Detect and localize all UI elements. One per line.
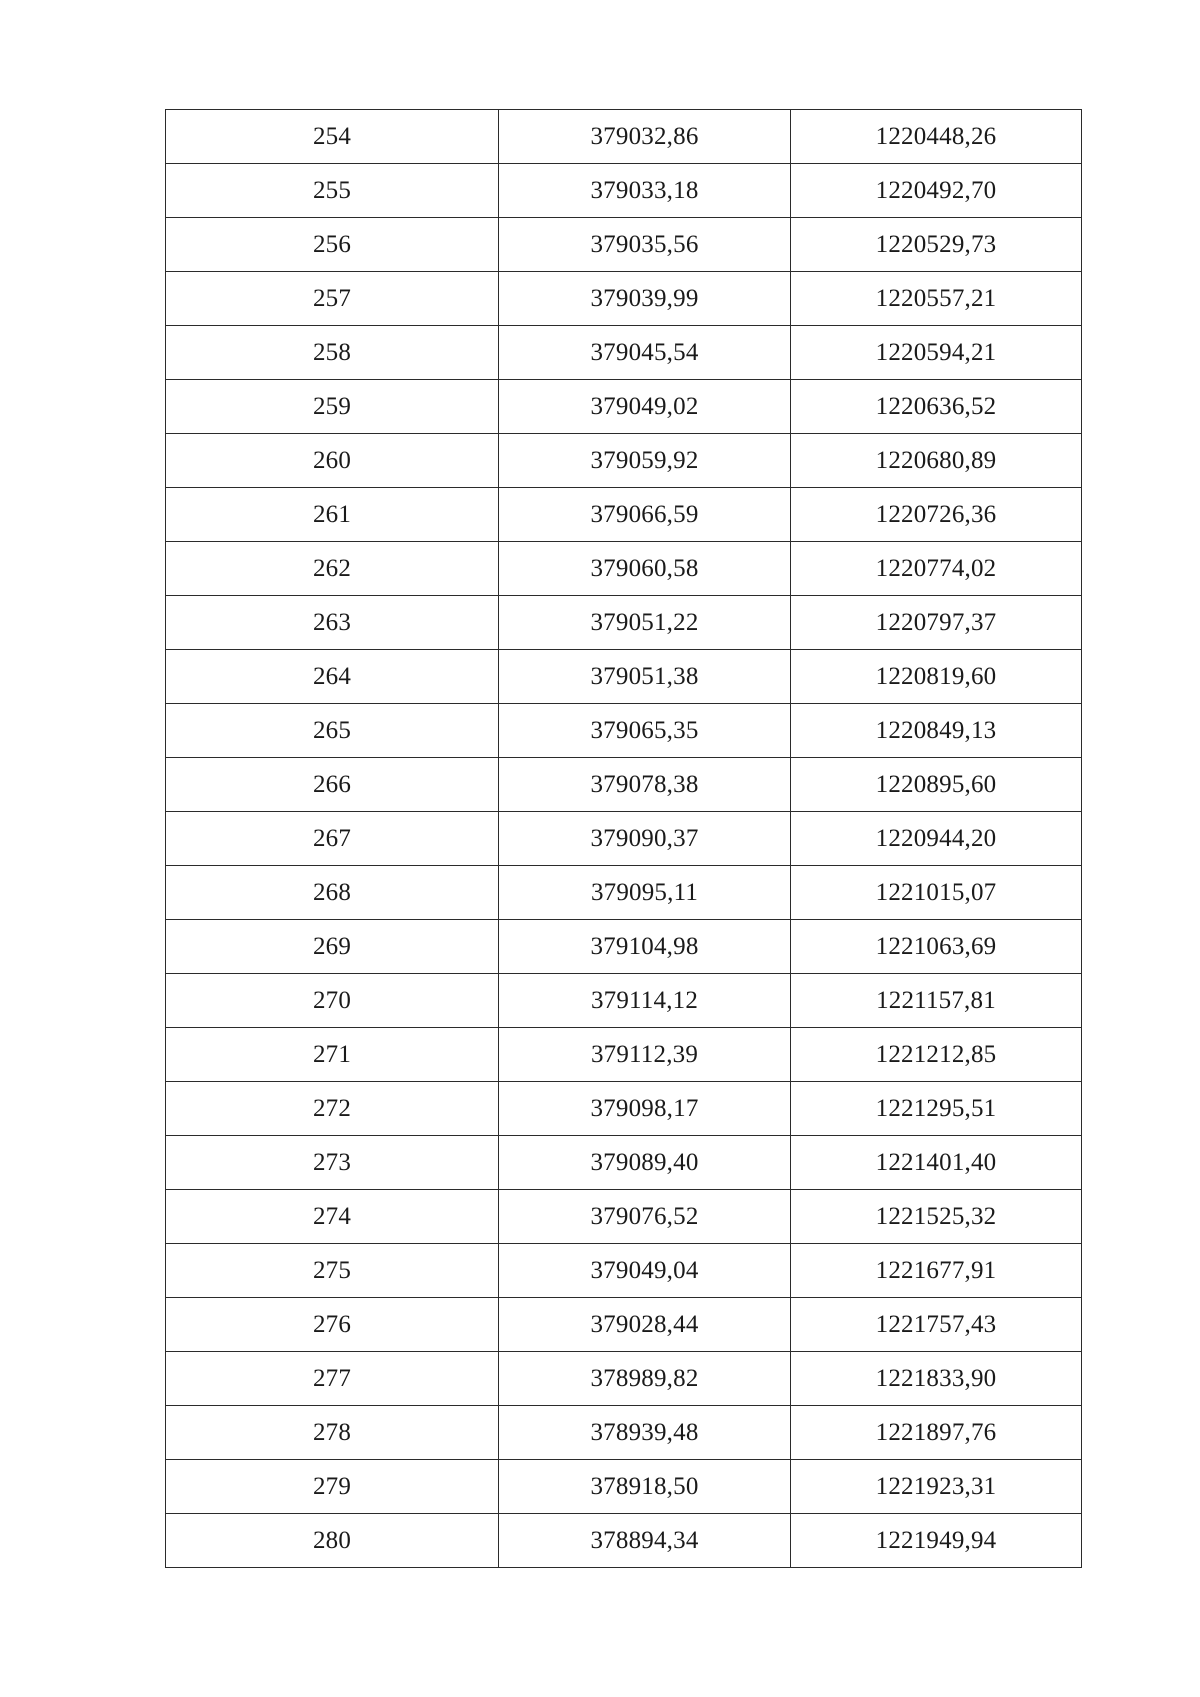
- point-number-cell: 260: [166, 434, 499, 488]
- y-coordinate-cell: 1220557,21: [791, 272, 1082, 326]
- y-coordinate-cell: 1220636,52: [791, 380, 1082, 434]
- x-coordinate-cell: 378894,34: [499, 1514, 791, 1568]
- y-coordinate-cell: 1221157,81: [791, 974, 1082, 1028]
- x-coordinate-cell: 379032,86: [499, 110, 791, 164]
- table-row: [166, 704, 1082, 758]
- y-coordinate-cell: 1220774,02: [791, 542, 1082, 596]
- point-number-cell: 268: [166, 866, 499, 920]
- y-coordinate-cell: 1221295,51: [791, 1082, 1082, 1136]
- y-coordinate-cell: 1221677,91: [791, 1244, 1082, 1298]
- y-coordinate-cell: 1220594,21: [791, 326, 1082, 380]
- point-number-cell: 278: [166, 1406, 499, 1460]
- point-number-cell: 259: [166, 380, 499, 434]
- point-number-cell: 273: [166, 1136, 499, 1190]
- x-coordinate-cell: 379051,22: [499, 596, 791, 650]
- table-row: [166, 1082, 1082, 1136]
- y-coordinate-cell: 1220726,36: [791, 488, 1082, 542]
- x-coordinate-cell: 379035,56: [499, 218, 791, 272]
- y-coordinate-cell: 1221015,07: [791, 866, 1082, 920]
- x-coordinate-cell: 379076,52: [499, 1190, 791, 1244]
- point-number-cell: 271: [166, 1028, 499, 1082]
- table-row: [166, 1352, 1082, 1406]
- point-number-cell: 256: [166, 218, 499, 272]
- x-coordinate-cell: 379112,39: [499, 1028, 791, 1082]
- y-coordinate-cell: 1220944,20: [791, 812, 1082, 866]
- point-number-cell: 276: [166, 1298, 499, 1352]
- table-row: [166, 164, 1082, 218]
- table-row: [166, 1460, 1082, 1514]
- point-number-cell: 269: [166, 920, 499, 974]
- table-row: [166, 974, 1082, 1028]
- point-number-cell: 275: [166, 1244, 499, 1298]
- coordinates-table-body: [166, 110, 1082, 1568]
- y-coordinate-cell: 1220492,70: [791, 164, 1082, 218]
- point-number-cell: 254: [166, 110, 499, 164]
- table-row: [166, 866, 1082, 920]
- point-number-cell: 270: [166, 974, 499, 1028]
- y-coordinate-cell: 1220529,73: [791, 218, 1082, 272]
- x-coordinate-cell: 379033,18: [499, 164, 791, 218]
- x-coordinate-cell: 378939,48: [499, 1406, 791, 1460]
- y-coordinate-cell: 1221401,40: [791, 1136, 1082, 1190]
- y-coordinate-cell: 1221757,43: [791, 1298, 1082, 1352]
- x-coordinate-cell: 379098,17: [499, 1082, 791, 1136]
- x-coordinate-cell: 379104,98: [499, 920, 791, 974]
- y-coordinate-cell: 1221063,69: [791, 920, 1082, 974]
- table-row: [166, 758, 1082, 812]
- table-row: [166, 1514, 1082, 1568]
- point-number-cell: 261: [166, 488, 499, 542]
- x-coordinate-cell: 379066,59: [499, 488, 791, 542]
- point-number-cell: 257: [166, 272, 499, 326]
- point-number-cell: 267: [166, 812, 499, 866]
- y-coordinate-cell: 1220895,60: [791, 758, 1082, 812]
- coordinates-table: [165, 109, 1082, 1568]
- point-number-cell: 265: [166, 704, 499, 758]
- table-row: [166, 1136, 1082, 1190]
- point-number-cell: 266: [166, 758, 499, 812]
- y-coordinate-cell: 1221833,90: [791, 1352, 1082, 1406]
- table-row: [166, 1190, 1082, 1244]
- x-coordinate-cell: 379065,35: [499, 704, 791, 758]
- table-row: [166, 1028, 1082, 1082]
- point-number-cell: 279: [166, 1460, 499, 1514]
- x-coordinate-cell: 378989,82: [499, 1352, 791, 1406]
- x-coordinate-cell: 379078,38: [499, 758, 791, 812]
- table-row: [166, 1406, 1082, 1460]
- y-coordinate-cell: 1221923,31: [791, 1460, 1082, 1514]
- x-coordinate-cell: 379090,37: [499, 812, 791, 866]
- x-coordinate-cell: 378918,50: [499, 1460, 791, 1514]
- table-row: [166, 1298, 1082, 1352]
- y-coordinate-cell: 1221525,32: [791, 1190, 1082, 1244]
- table-row: [166, 1244, 1082, 1298]
- x-coordinate-cell: 379051,38: [499, 650, 791, 704]
- table-row: [166, 920, 1082, 974]
- point-number-cell: 272: [166, 1082, 499, 1136]
- point-number-cell: 258: [166, 326, 499, 380]
- table-row: [166, 812, 1082, 866]
- point-number-cell: 277: [166, 1352, 499, 1406]
- x-coordinate-cell: 379059,92: [499, 434, 791, 488]
- x-coordinate-cell: 379049,04: [499, 1244, 791, 1298]
- table-row: [166, 326, 1082, 380]
- y-coordinate-cell: 1221212,85: [791, 1028, 1082, 1082]
- x-coordinate-cell: 379049,02: [499, 380, 791, 434]
- table-row: [166, 272, 1082, 326]
- y-coordinate-cell: 1220797,37: [791, 596, 1082, 650]
- table-row: [166, 434, 1082, 488]
- table-row: [166, 650, 1082, 704]
- table-row: [166, 488, 1082, 542]
- table-row: [166, 596, 1082, 650]
- point-number-cell: 263: [166, 596, 499, 650]
- table-row: [166, 218, 1082, 272]
- y-coordinate-cell: 1220849,13: [791, 704, 1082, 758]
- point-number-cell: 274: [166, 1190, 499, 1244]
- point-number-cell: 262: [166, 542, 499, 596]
- x-coordinate-cell: 379039,99: [499, 272, 791, 326]
- point-number-cell: 264: [166, 650, 499, 704]
- table-row: [166, 110, 1082, 164]
- point-number-cell: 280: [166, 1514, 499, 1568]
- point-number-cell: 255: [166, 164, 499, 218]
- y-coordinate-cell: 1220448,26: [791, 110, 1082, 164]
- y-coordinate-cell: 1221949,94: [791, 1514, 1082, 1568]
- x-coordinate-cell: 379060,58: [499, 542, 791, 596]
- y-coordinate-cell: 1220680,89: [791, 434, 1082, 488]
- x-coordinate-cell: 379028,44: [499, 1298, 791, 1352]
- y-coordinate-cell: 1220819,60: [791, 650, 1082, 704]
- x-coordinate-cell: 379045,54: [499, 326, 791, 380]
- table-row: [166, 380, 1082, 434]
- x-coordinate-cell: 379089,40: [499, 1136, 791, 1190]
- x-coordinate-cell: 379114,12: [499, 974, 791, 1028]
- y-coordinate-cell: 1221897,76: [791, 1406, 1082, 1460]
- x-coordinate-cell: 379095,11: [499, 866, 791, 920]
- table-row: [166, 542, 1082, 596]
